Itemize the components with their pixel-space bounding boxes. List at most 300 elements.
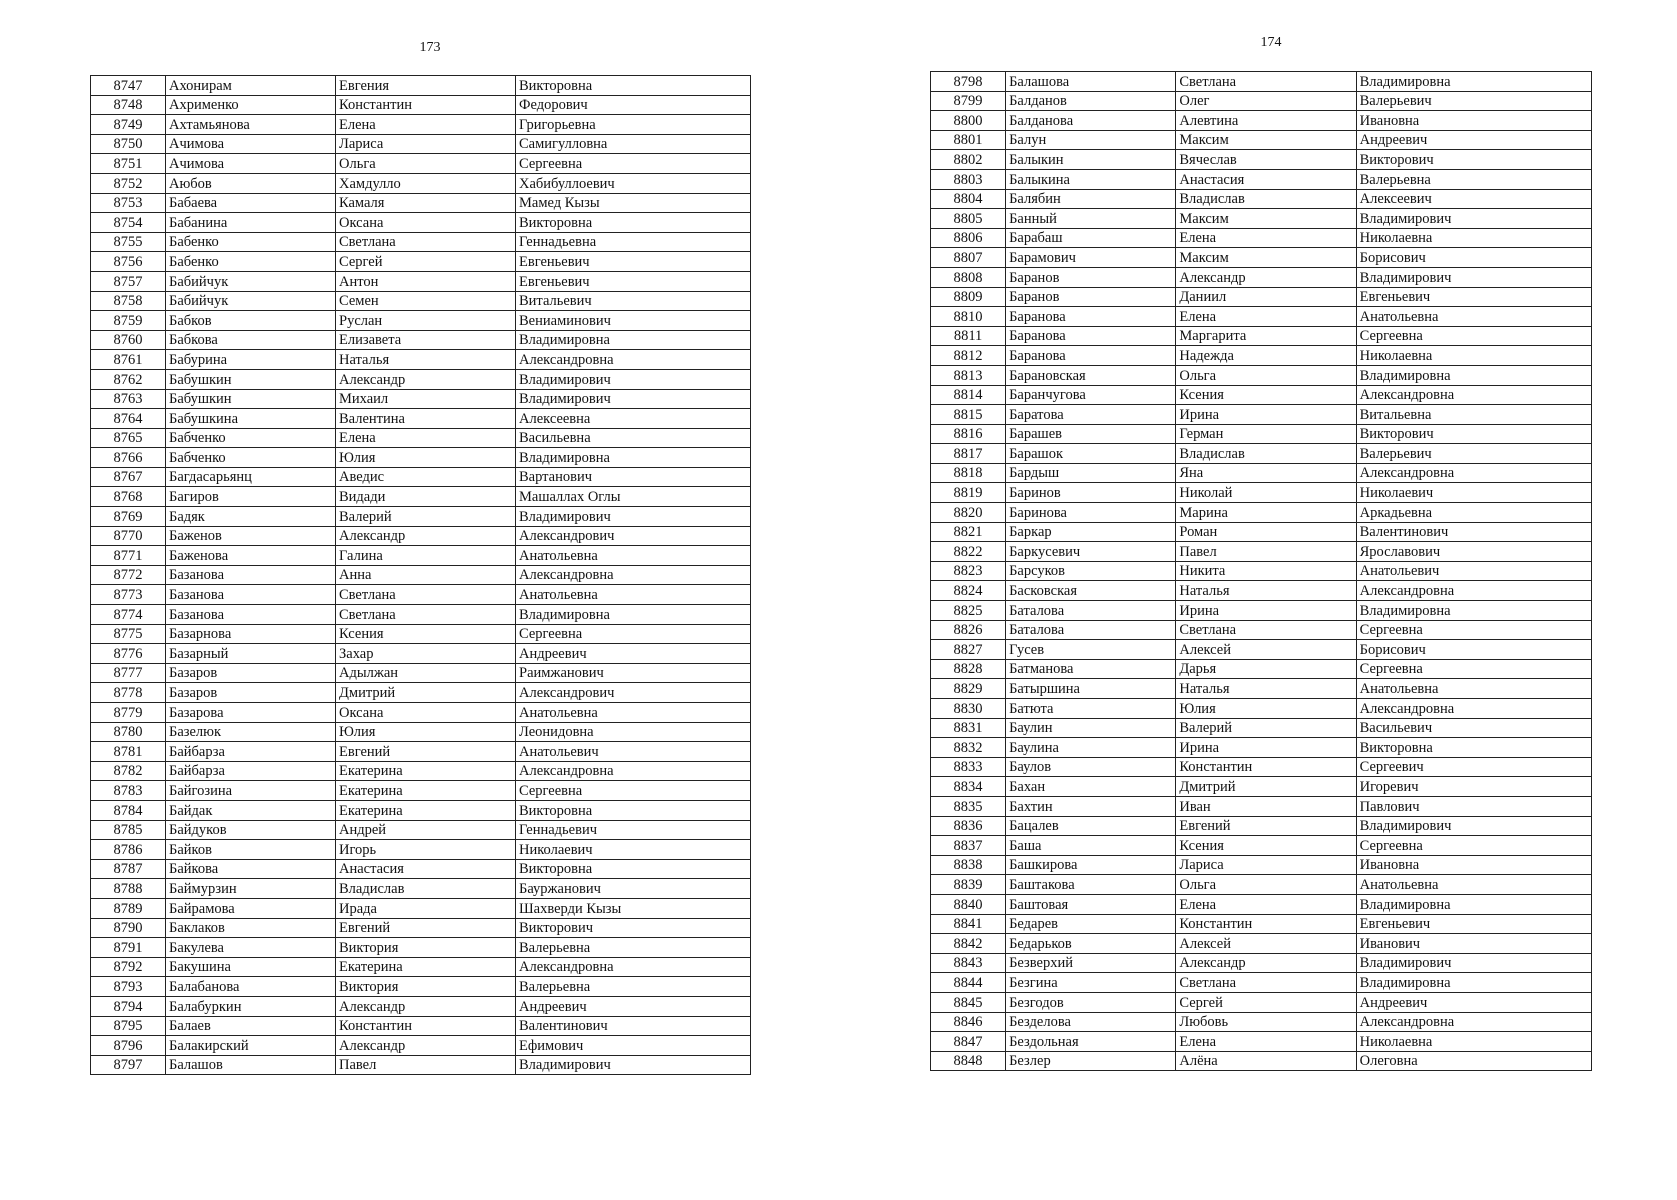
patronymic-cell: Владимировна — [516, 330, 751, 350]
first-name-cell: Елена — [1176, 307, 1356, 327]
surname-cell: Бабанина — [166, 213, 336, 233]
patronymic-cell: Александровна — [516, 350, 751, 370]
surname-cell: Банный — [1006, 209, 1176, 229]
row-number-cell: 8791 — [91, 938, 166, 958]
surname-cell: Базарный — [166, 644, 336, 664]
surname-cell: Базаров — [166, 663, 336, 683]
patronymic-cell: Анатольевна — [1356, 679, 1591, 699]
first-name-cell: Елена — [1176, 228, 1356, 248]
row-number-cell: 8821 — [931, 522, 1006, 542]
patronymic-cell: Владимировна — [1356, 973, 1591, 993]
table-row — [91, 134, 751, 154]
table-row — [91, 369, 751, 389]
surname-cell: Бездольная — [1006, 1032, 1176, 1052]
table-row — [91, 467, 751, 487]
first-name-cell: Александр — [1176, 953, 1356, 973]
patronymic-cell: Аркадьевна — [1356, 503, 1591, 523]
surname-cell: Балакирский — [166, 1036, 336, 1056]
surname-cell: Балаев — [166, 1016, 336, 1036]
row-number-cell: 8828 — [931, 659, 1006, 679]
table-row — [91, 879, 751, 899]
surname-cell: Бахан — [1006, 777, 1176, 797]
surname-cell: Баталова — [1006, 601, 1176, 621]
table-row — [91, 409, 751, 429]
row-number-cell: 8844 — [931, 973, 1006, 993]
first-name-cell: Александр — [1176, 267, 1356, 287]
first-name-cell: Александр — [336, 1036, 516, 1056]
row-number-cell: 8815 — [931, 405, 1006, 425]
row-number-cell: 8747 — [91, 76, 166, 96]
first-name-cell: Светлана — [336, 605, 516, 625]
table-row — [931, 405, 1592, 425]
first-name-cell: Валерий — [1176, 718, 1356, 738]
first-name-cell: Максим — [1176, 209, 1356, 229]
first-name-cell: Светлана — [336, 232, 516, 252]
patronymic-cell: Николаевна — [1356, 346, 1591, 366]
surname-cell: Гусев — [1006, 640, 1176, 660]
table-row — [91, 115, 751, 135]
patronymic-cell: Александровна — [516, 761, 751, 781]
row-number-cell: 8781 — [91, 742, 166, 762]
row-number-cell: 8759 — [91, 311, 166, 331]
first-name-cell: Елена — [336, 115, 516, 135]
table-row — [91, 565, 751, 585]
patronymic-cell: Раимжанович — [516, 663, 751, 683]
row-number-cell: 8786 — [91, 840, 166, 860]
row-number-cell: 8827 — [931, 640, 1006, 660]
first-name-cell: Александр — [336, 369, 516, 389]
patronymic-cell: Машаллах Оглы — [516, 487, 751, 507]
surname-cell: Базанова — [166, 605, 336, 625]
patronymic-cell: Андреевич — [516, 996, 751, 1016]
row-number-cell: 8748 — [91, 95, 166, 115]
row-number-cell: 8768 — [91, 487, 166, 507]
patronymic-cell: Викторовна — [516, 76, 751, 96]
row-number-cell: 8762 — [91, 369, 166, 389]
patronymic-cell: Леонидовна — [516, 722, 751, 742]
row-number-cell: 8825 — [931, 601, 1006, 621]
surname-cell: Баштовая — [1006, 894, 1176, 914]
surname-cell: Базаров — [166, 683, 336, 703]
surname-cell: Безгина — [1006, 973, 1176, 993]
patronymic-cell: Ивановна — [1356, 855, 1591, 875]
table-row — [931, 777, 1592, 797]
table-row — [931, 601, 1592, 621]
table-row — [91, 722, 751, 742]
patronymic-cell: Александрович — [516, 683, 751, 703]
table-row — [931, 581, 1592, 601]
first-name-cell: Маргарита — [1176, 326, 1356, 346]
patronymic-cell: Николаевич — [516, 840, 751, 860]
patronymic-cell: Викторович — [1356, 424, 1591, 444]
surname-cell: Бабушкин — [166, 389, 336, 409]
row-number-cell: 8787 — [91, 859, 166, 879]
row-number-cell: 8811 — [931, 326, 1006, 346]
first-name-cell: Алёна — [1176, 1051, 1356, 1071]
surname-cell: Баштакова — [1006, 875, 1176, 895]
first-name-cell: Сергей — [336, 252, 516, 272]
surname-cell: Баранчугова — [1006, 385, 1176, 405]
first-name-cell: Руслан — [336, 311, 516, 331]
surname-cell: Баранова — [1006, 307, 1176, 327]
first-name-cell: Евгения — [336, 76, 516, 96]
first-name-cell: Оксана — [336, 703, 516, 723]
row-number-cell: 8767 — [91, 467, 166, 487]
row-number-cell: 8779 — [91, 703, 166, 723]
patronymic-cell: Владимирович — [1356, 267, 1591, 287]
table-row — [931, 307, 1592, 327]
table-row — [91, 95, 751, 115]
table-row — [931, 894, 1592, 914]
surname-cell: Батюта — [1006, 699, 1176, 719]
patronymic-cell: Ивановна — [1356, 111, 1591, 131]
table-row — [931, 267, 1592, 287]
row-number-cell: 8772 — [91, 565, 166, 585]
patronymic-cell: Александровна — [1356, 581, 1591, 601]
table-row — [91, 683, 751, 703]
table-row — [91, 330, 751, 350]
table-row — [91, 291, 751, 311]
surname-cell: Бабков — [166, 311, 336, 331]
row-number-cell: 8840 — [931, 894, 1006, 914]
row-number-cell: 8750 — [91, 134, 166, 154]
table-row — [91, 624, 751, 644]
table-row — [91, 800, 751, 820]
surname-cell: Баринов — [1006, 483, 1176, 503]
first-name-cell: Елена — [1176, 1032, 1356, 1052]
patronymic-cell: Валерьевич — [1356, 444, 1591, 464]
row-number-cell: 8801 — [931, 130, 1006, 150]
surname-cell: Баранов — [1006, 287, 1176, 307]
row-number-cell: 8830 — [931, 699, 1006, 719]
row-number-cell: 8816 — [931, 424, 1006, 444]
first-name-cell: Никита — [1176, 561, 1356, 581]
table-row — [931, 463, 1592, 483]
first-name-cell: Даниил — [1176, 287, 1356, 307]
row-number-cell: 8819 — [931, 483, 1006, 503]
first-name-cell: Валерий — [336, 507, 516, 527]
row-number-cell: 8802 — [931, 150, 1006, 170]
table-row — [931, 816, 1592, 836]
row-number-cell: 8778 — [91, 683, 166, 703]
table-row — [91, 232, 751, 252]
table-row — [931, 855, 1592, 875]
patronymic-cell: Владимирович — [516, 369, 751, 389]
row-number-cell: 8788 — [91, 879, 166, 899]
patronymic-cell: Ефимович — [516, 1036, 751, 1056]
first-name-cell: Ксения — [1176, 836, 1356, 856]
first-name-cell: Светлана — [1176, 620, 1356, 640]
first-name-cell: Ирина — [1176, 601, 1356, 621]
surname-cell: Байбарза — [166, 761, 336, 781]
first-name-cell: Аведис — [336, 467, 516, 487]
table-row — [931, 836, 1592, 856]
first-name-cell: Анна — [336, 565, 516, 585]
patronymic-cell: Мамед Кызы — [516, 193, 751, 213]
table-row — [931, 542, 1592, 562]
row-number-cell: 8780 — [91, 722, 166, 742]
surname-cell: Ахтамьянова — [166, 115, 336, 135]
table-row — [91, 663, 751, 683]
row-number-cell: 8795 — [91, 1016, 166, 1036]
surname-cell: Балданова — [1006, 111, 1176, 131]
table-row — [91, 507, 751, 527]
patronymic-cell: Викторович — [516, 918, 751, 938]
table-row — [91, 389, 751, 409]
table-row — [91, 703, 751, 723]
table-row — [931, 444, 1592, 464]
patronymic-cell: Сергеевна — [1356, 659, 1591, 679]
first-name-cell: Любовь — [1176, 1012, 1356, 1032]
table-row — [91, 546, 751, 566]
row-number-cell: 8763 — [91, 389, 166, 409]
first-name-cell: Елена — [1176, 894, 1356, 914]
patronymic-cell: Ярославович — [1356, 542, 1591, 562]
table-row — [931, 875, 1592, 895]
row-number-cell: 8845 — [931, 992, 1006, 1012]
first-name-cell: Марина — [1176, 503, 1356, 523]
patronymic-cell: Евгеньевич — [516, 252, 751, 272]
surname-cell: Баулов — [1006, 757, 1176, 777]
first-name-cell: Наталья — [1176, 679, 1356, 699]
table-row — [91, 644, 751, 664]
table-row — [931, 522, 1592, 542]
surname-cell: Ахрименко — [166, 95, 336, 115]
row-number-cell: 8846 — [931, 1012, 1006, 1032]
row-number-cell: 8783 — [91, 781, 166, 801]
row-number-cell: 8773 — [91, 585, 166, 605]
first-name-cell: Екатерина — [336, 800, 516, 820]
table-row — [91, 487, 751, 507]
row-number-cell: 8826 — [931, 620, 1006, 640]
first-name-cell: Ольга — [1176, 875, 1356, 895]
patronymic-cell: Викторовна — [516, 800, 751, 820]
surname-cell: Балданов — [1006, 91, 1176, 111]
table-row — [91, 957, 751, 977]
first-name-cell: Анастасия — [336, 859, 516, 879]
table-row — [931, 934, 1592, 954]
patronymic-cell: Викторович — [1356, 150, 1591, 170]
patronymic-cell: Анатольевич — [1356, 561, 1591, 581]
first-name-cell: Ольга — [336, 154, 516, 174]
first-name-cell: Владислав — [336, 879, 516, 899]
first-name-cell: Максим — [1176, 248, 1356, 268]
table-row — [91, 193, 751, 213]
patronymic-cell: Вартанович — [516, 467, 751, 487]
first-name-cell: Виктория — [336, 977, 516, 997]
row-number-cell: 8824 — [931, 581, 1006, 601]
patronymic-cell: Алексеевна — [516, 409, 751, 429]
patronymic-cell: Александрович — [516, 526, 751, 546]
first-name-cell: Светлана — [336, 585, 516, 605]
patronymic-cell: Павлович — [1356, 796, 1591, 816]
patronymic-cell: Валентинович — [516, 1016, 751, 1036]
first-name-cell: Вячеслав — [1176, 150, 1356, 170]
surname-cell: Аюбов — [166, 173, 336, 193]
surname-cell: Барановская — [1006, 365, 1176, 385]
surname-cell: Баратова — [1006, 405, 1176, 425]
table-row — [931, 72, 1592, 92]
table-row — [931, 561, 1592, 581]
patronymic-cell: Александровна — [1356, 1012, 1591, 1032]
surname-cell: Безделова — [1006, 1012, 1176, 1032]
surname-cell: Баринова — [1006, 503, 1176, 523]
row-number-cell: 8756 — [91, 252, 166, 272]
surname-cell: Багдасарьянц — [166, 467, 336, 487]
patronymic-cell: Андреевич — [1356, 130, 1591, 150]
table-row — [931, 620, 1592, 640]
surname-cell: Балашова — [1006, 72, 1176, 92]
first-name-cell: Михаил — [336, 389, 516, 409]
first-name-cell: Николай — [1176, 483, 1356, 503]
surname-cell: Безгодов — [1006, 992, 1176, 1012]
patronymic-cell: Сергеевич — [1356, 757, 1591, 777]
first-name-cell: Елена — [336, 428, 516, 448]
first-name-cell: Ксения — [1176, 385, 1356, 405]
first-name-cell: Валентина — [336, 409, 516, 429]
row-number-cell: 8829 — [931, 679, 1006, 699]
row-number-cell: 8832 — [931, 738, 1006, 758]
first-name-cell: Захар — [336, 644, 516, 664]
patronymic-cell: Викторовна — [1356, 738, 1591, 758]
first-name-cell: Лариса — [336, 134, 516, 154]
patronymic-cell: Андреевич — [516, 644, 751, 664]
surname-cell: Балун — [1006, 130, 1176, 150]
table-row — [91, 1036, 751, 1056]
patronymic-cell: Сергеевна — [516, 624, 751, 644]
surname-cell: Байков — [166, 840, 336, 860]
surname-cell: Базанова — [166, 585, 336, 605]
surname-cell: Базарова — [166, 703, 336, 723]
patronymic-cell: Николаевна — [1356, 1032, 1591, 1052]
surname-cell: Барамович — [1006, 248, 1176, 268]
table-row — [91, 76, 751, 96]
row-number-cell: 8843 — [931, 953, 1006, 973]
first-name-cell: Павел — [1176, 542, 1356, 562]
surname-cell: Баранова — [1006, 346, 1176, 366]
first-name-cell: Ольга — [1176, 365, 1356, 385]
table-row — [91, 585, 751, 605]
first-name-cell: Дмитрий — [336, 683, 516, 703]
table-row — [91, 977, 751, 997]
table-row — [931, 228, 1592, 248]
surname-cell: Бабушкина — [166, 409, 336, 429]
patronymic-cell: Геннадьевич — [516, 820, 751, 840]
surname-cell: Батыршина — [1006, 679, 1176, 699]
surname-cell: Безлер — [1006, 1051, 1176, 1071]
surname-cell: Бакушина — [166, 957, 336, 977]
row-number-cell: 8818 — [931, 463, 1006, 483]
row-number-cell: 8838 — [931, 855, 1006, 875]
patronymic-cell: Алексеевич — [1356, 189, 1591, 209]
surname-cell: Баулина — [1006, 738, 1176, 758]
page-number: 174 — [1260, 35, 1282, 50]
patronymic-cell: Бауржанович — [516, 879, 751, 899]
first-name-cell: Павел — [336, 1055, 516, 1075]
row-number-cell: 8809 — [931, 287, 1006, 307]
row-number-cell: 8806 — [931, 228, 1006, 248]
patronymic-cell: Валерьевна — [516, 977, 751, 997]
row-number-cell: 8774 — [91, 605, 166, 625]
surname-cell: Байрамова — [166, 898, 336, 918]
first-name-cell: Роман — [1176, 522, 1356, 542]
first-name-cell: Ирина — [1176, 738, 1356, 758]
table-row — [931, 914, 1592, 934]
surname-cell: Ахонирам — [166, 76, 336, 96]
first-name-cell: Алексей — [1176, 934, 1356, 954]
table-row — [931, 1051, 1592, 1071]
first-name-cell: Константин — [1176, 914, 1356, 934]
row-number-cell: 8847 — [931, 1032, 1006, 1052]
surname-cell: Башкирова — [1006, 855, 1176, 875]
first-name-cell: Юлия — [336, 722, 516, 742]
first-name-cell: Анастасия — [1176, 169, 1356, 189]
patronymic-cell: Сергеевна — [1356, 620, 1591, 640]
row-number-cell: 8796 — [91, 1036, 166, 1056]
first-name-cell: Камаля — [336, 193, 516, 213]
patronymic-cell: Александровна — [1356, 385, 1591, 405]
patronymic-cell: Иванович — [1356, 934, 1591, 954]
patronymic-cell: Олеговна — [1356, 1051, 1591, 1071]
row-number-cell: 8782 — [91, 761, 166, 781]
patronymic-cell: Александровна — [1356, 463, 1591, 483]
first-name-cell: Виктория — [336, 938, 516, 958]
table-row — [931, 483, 1592, 503]
table-row — [931, 1032, 1592, 1052]
patronymic-cell: Владимировна — [1356, 72, 1591, 92]
row-number-cell: 8841 — [931, 914, 1006, 934]
surname-cell: Баженов — [166, 526, 336, 546]
first-name-cell: Ирада — [336, 898, 516, 918]
row-number-cell: 8807 — [931, 248, 1006, 268]
row-number-cell: 8834 — [931, 777, 1006, 797]
patronymic-cell: Сергеевна — [1356, 836, 1591, 856]
table-row — [91, 742, 751, 762]
table-row — [931, 150, 1592, 170]
roster-table — [90, 75, 751, 1075]
table-row — [91, 448, 751, 468]
surname-cell: Багиров — [166, 487, 336, 507]
first-name-cell: Алевтина — [1176, 111, 1356, 131]
first-name-cell: Ксения — [336, 624, 516, 644]
row-number-cell: 8749 — [91, 115, 166, 135]
row-number-cell: 8775 — [91, 624, 166, 644]
row-number-cell: 8790 — [91, 918, 166, 938]
first-name-cell: Константин — [1176, 757, 1356, 777]
patronymic-cell: Анатольевич — [516, 742, 751, 762]
table-row — [91, 996, 751, 1016]
patronymic-cell: Владимирович — [1356, 816, 1591, 836]
first-name-cell: Евгений — [336, 918, 516, 938]
table-row — [91, 526, 751, 546]
table-row — [931, 699, 1592, 719]
surname-cell: Басковская — [1006, 581, 1176, 601]
table-row — [91, 154, 751, 174]
surname-cell: Баша — [1006, 836, 1176, 856]
table-row — [931, 385, 1592, 405]
table-row — [931, 503, 1592, 523]
surname-cell: Балыкин — [1006, 150, 1176, 170]
patronymic-cell: Витальевна — [1356, 405, 1591, 425]
first-name-cell: Юлия — [336, 448, 516, 468]
patronymic-cell: Борисович — [1356, 248, 1591, 268]
surname-cell: Бабкова — [166, 330, 336, 350]
row-number-cell: 8812 — [931, 346, 1006, 366]
patronymic-cell: Владимирович — [516, 389, 751, 409]
row-number-cell: 8770 — [91, 526, 166, 546]
row-number-cell: 8757 — [91, 271, 166, 291]
surname-cell: Базарнова — [166, 624, 336, 644]
